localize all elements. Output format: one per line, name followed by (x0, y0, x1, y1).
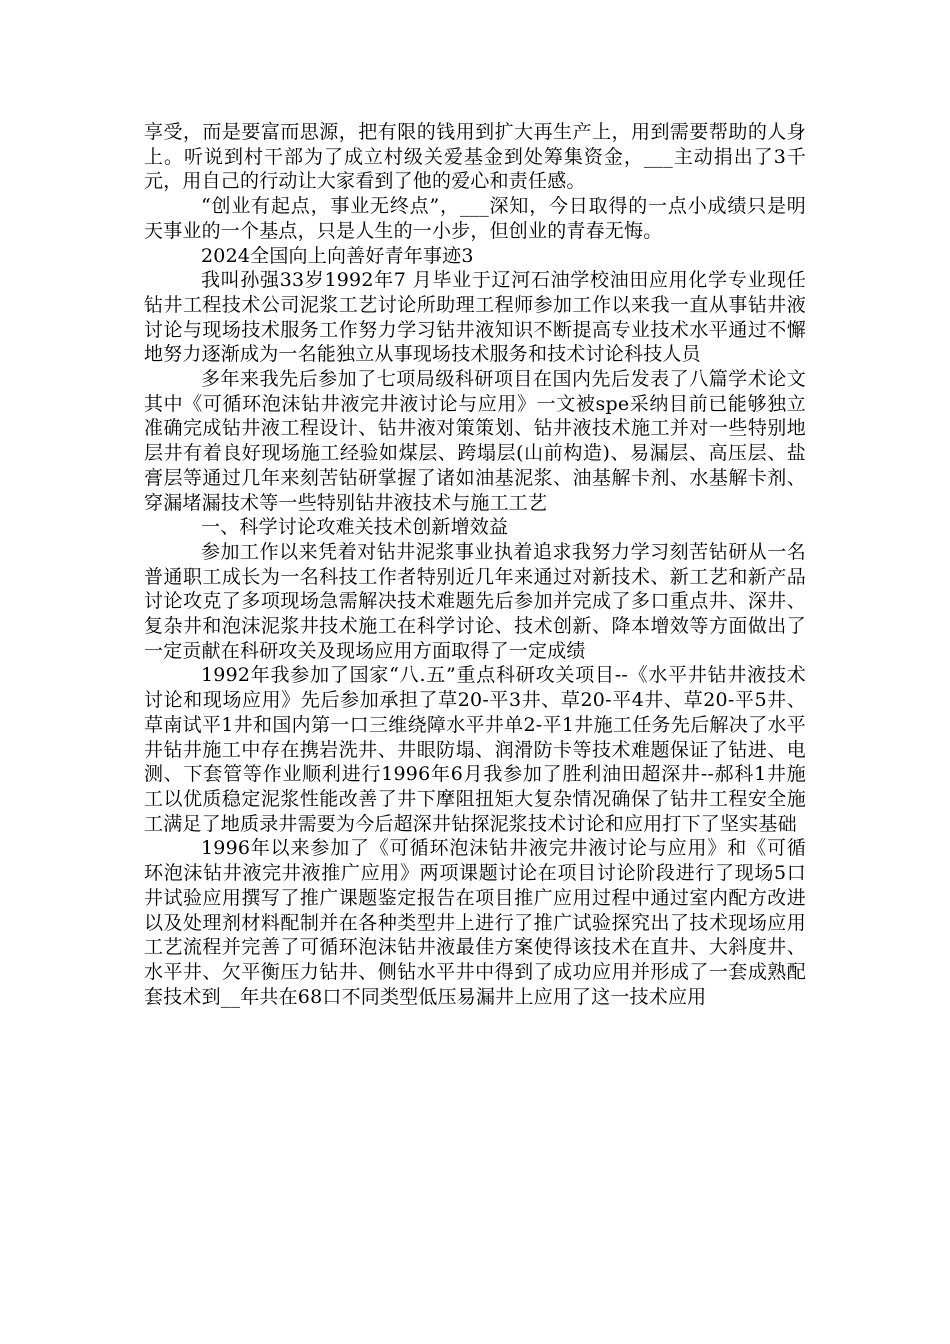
document-page (144, 120, 806, 1009)
paragraph-3: 我叫孙强33岁1992年7 月毕业于辽河石油学校油田应用化学专业现任钻井工程技术公司泥浆工艺讨论所助理工程师参加工作以来我一直从事钻井液讨论与现场技术服务工作努力学习钻井液知识不断提高专业技术水平通过不懈地努力逐渐成为一名能独立从事现场技术服务和技术讨论科技人员 (144, 269, 806, 366)
paragraph-7: 1996年以来参加了《可循环泡沫钻井液完井液讨论与应用》和《可循环泡沫钻井液完井液推广应用》两项课题讨论在项目讨论阶段进行了现场5口井试验应用撰写了推广课题鉴定报告在项目推广应用过程中通过室内配方改进以及处理剂材料配制并在各种类型井上进行了推广试验探究出了技术现场应用工艺流程并完善了可循环泡沫钻井液最佳方案使得该技术在直井、大斜度井、水平井、欠平衡压力钻井、侧钻水平井中得到了成功应用并形成了一套成熟配套技术到__年共在68口不同类型低压易漏井上应用了这一技术应用 (144, 837, 806, 1008)
paragraph-5: 参加工作以来凭着对钻井泥浆事业执着追求我努力学习刻苦钻研从一名普通职工成长为一名科技工作者特别近几年来通过对新技术、新工艺和新产品讨论攻克了多项现场急需解决技术难题先后参加并完成了多口重点井、深井、复杂井和泡沫泥浆井技术施工在科学讨论、技术创新、降本增效等方面做出了一定贡献在科研攻关及现场应用方面取得了一定成绩 (144, 540, 806, 662)
paragraph-2: “创业有起点，事业无终点”，___深知，今日取得的一点小成绩只是明天事业的一个基点，只是人生的一小步，但创业的青春无悔。 (144, 195, 806, 242)
section-title: 2024全国向上向善好青年事迹3 (201, 244, 474, 267)
paragraph-1: 享受，而是要富而思源，把有限的钱用到扩大再生产上，用到需要帮助的人身上。听说到村干部为了成立村级关爱基金到处筹集资金，___主动捐出了3千元，用自己的行动让大家看到了他的爱心和责任感。 (144, 121, 806, 193)
paragraph-6: 1992年我参加了国家“八.五”重点科研攻关项目--《水平井钻井液技术讨论和现场应用》先后参加承担了草20-平3井、草20-平4井、草20-平5井、草南试平1井和国内第一口三维绕障水平井单2-平1井施工任务先后解决了水平井钻井施工中存在携岩洗井、井眼防塌、润滑防卡等技术难题保证了钻进、电测、下套管等作业顺利进行1996年6月我参加了胜利油田超深井--郝科1井施工以优质稳定泥浆性能改善了井下摩阻扭矩大复杂情况确保了钻井工程安全施工满足了地质录井需要为今后超深井钻探泥浆技术讨论和应用打下了坚实基础 (144, 664, 806, 835)
paragraph-4: 多年来我先后参加了七项局级科研项目在国内先后发表了八篇学术论文其中《可循环泡沫钻井液完井液讨论与应用》一文被spe采纳目前已能够独立准确完成钻井液工程设计、钻井液对策策划、钻井液技术施工并对一些特别地层井有着良好现场施工经验如煤层、跨塌层(山前构造)、易漏层、高压层、盐膏层等通过几年来刻苦钻研掌握了诸如油基泥浆、油基解卡剂、水基解卡剂、穿漏堵漏技术等一些特别钻井液技术与施工工艺 (144, 368, 806, 514)
subsection-title: 一、科学讨论攻难关技术创新增效益 (201, 516, 509, 539)
